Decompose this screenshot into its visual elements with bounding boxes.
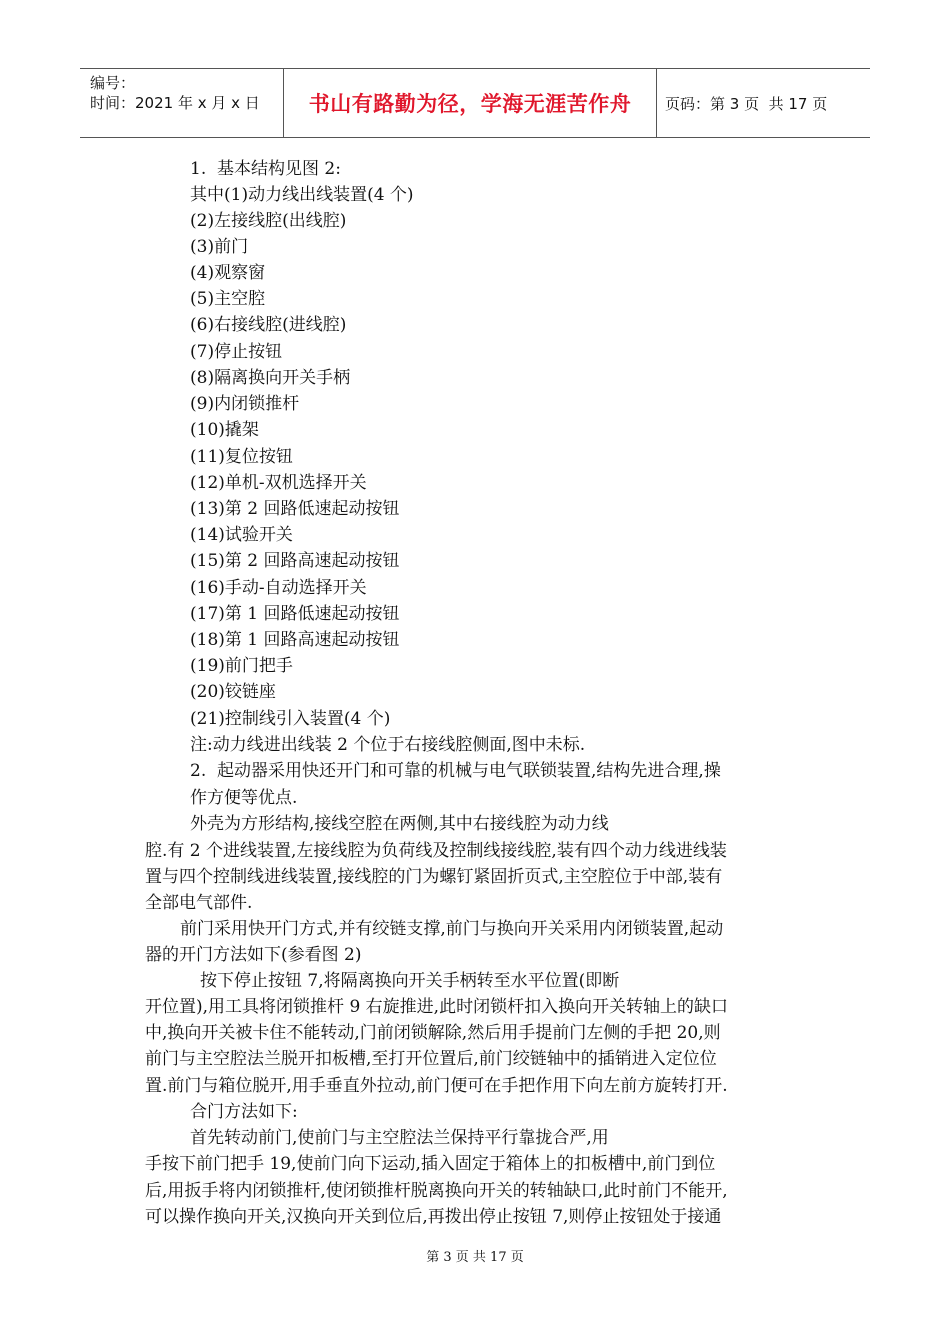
text-line: (2)左接线腔(出线腔) [190,211,347,231]
text-line: 后,用扳手将内闭锁推杆,使闭锁推杆脱离换向开关的转轴缺口,此时前门不能开, [145,1181,728,1201]
text-line: 前门与主空腔法兰脱开扣板槽,至打开位置后,前门绞链轴中的插销进入定位位 [145,1049,717,1069]
text-line: 置.前门与箱位脱开,用手垂直外拉动,前门便可在手把作用下向左前方旋转打开. [145,1076,728,1096]
text-line: (19)前门把手 [190,656,293,676]
page-footer: 第 3 页 共 17 页 [426,1250,524,1265]
text-line: 合门方法如下: [190,1102,298,1122]
page-header [80,68,870,138]
text-line: 中,换向开关被卡住不能转动,门前闭锁解除,然后用手提前门左侧的手把 20,则 [145,1023,721,1043]
text-line: (9)内闭锁推杆 [190,394,300,414]
text-line: (17)第 1 回路低速起动按钮 [190,604,400,624]
text-line: (6)右接线腔(进线腔) [190,315,347,335]
motto: 书山有路勤为径，学海无涯苦作舟 [308,92,632,116]
text-line: (12)单机-双机选择开关 [190,473,367,493]
text-line: (4)观察窗 [190,263,266,283]
text-line: 外壳为方形结构,接线空腔在两侧,其中右接线腔为动力线 [190,814,609,834]
text-line: (20)铰链座 [190,682,276,702]
text-line: 注:动力线进出线装 2 个位于右接线腔侧面,图中未标. [190,735,586,755]
header-page-cell [657,69,870,137]
header-motto-cell [283,69,657,137]
text-line: 2. 起动器采用快还开门和可靠的机械与电气联锁装置,结构先进合理,操 [190,761,721,781]
text-line: (18)第 1 回路高速起动按钮 [190,630,400,650]
text-line: 前门采用快开门方式,并有绞链支撑,前门与换向开关采用内闭锁装置,起动 [180,919,724,939]
text-line: (3)前门 [190,237,249,257]
text-line: 置与四个控制线进线装置,接线腔的门为螺钉紧固折页式,主空腔位于中部,装有 [145,867,723,887]
text-line: (7)停止按钮 [190,342,283,362]
text-line: 器的开门方法如下(参看图 2) [145,945,362,965]
number-label: 编号： [90,74,136,92]
text-line: 全部电气部件. [145,893,253,913]
text-line: 可以操作换向开关,汉换向开关到位后,再拨出停止按钮 7,则停止按钮处于接通 [145,1207,722,1227]
text-line: (5)主空腔 [190,289,266,309]
text-line: (14)试验开关 [190,525,293,545]
text-line: 开位置),用工具将闭锁推杆 9 右旋推进,此时闭锁杆扣入换向开关转轴上的缺口 [145,997,729,1017]
header-info [80,69,283,137]
text-line: (21)控制线引入装置(4 个) [190,709,391,729]
text-line: (13)第 2 回路低速起动按钮 [190,499,400,519]
text-line: (16)手动-自动选择开关 [190,578,367,598]
time-label: 时间：2021 年 x 月 x 日 [90,94,260,112]
text-line: (11)复位按钮 [190,447,293,467]
page-label: 页码：第 3 页 共 17 页 [665,94,828,113]
text-line: 腔.有 2 个进线装置,左接线腔为负荷线及控制线接线腔,装有四个动力线进线装 [145,841,727,861]
text-line: (8)隔离换向开关手柄 [190,368,351,388]
text-line: 其中(1)动力线出线装置(4 个) [190,185,414,205]
text-line: 按下停止按钮 7,将隔离换向开关手柄转至水平位置(即断 [200,971,620,991]
text-line: 手按下前门把手 19,使前门向下运动,插入固定于箱体上的扣板槽中,前门到位 [145,1154,716,1174]
text-line: 首先转动前门,使前门与主空腔法兰保持平行靠拢合严,用 [190,1128,609,1148]
text-line: 作方便等优点. [190,788,298,808]
text-line: (10)撬架 [190,420,259,440]
text-line: 1. 基本结构见图 2: [190,159,341,179]
text-line: (15)第 2 回路高速起动按钮 [190,551,400,571]
